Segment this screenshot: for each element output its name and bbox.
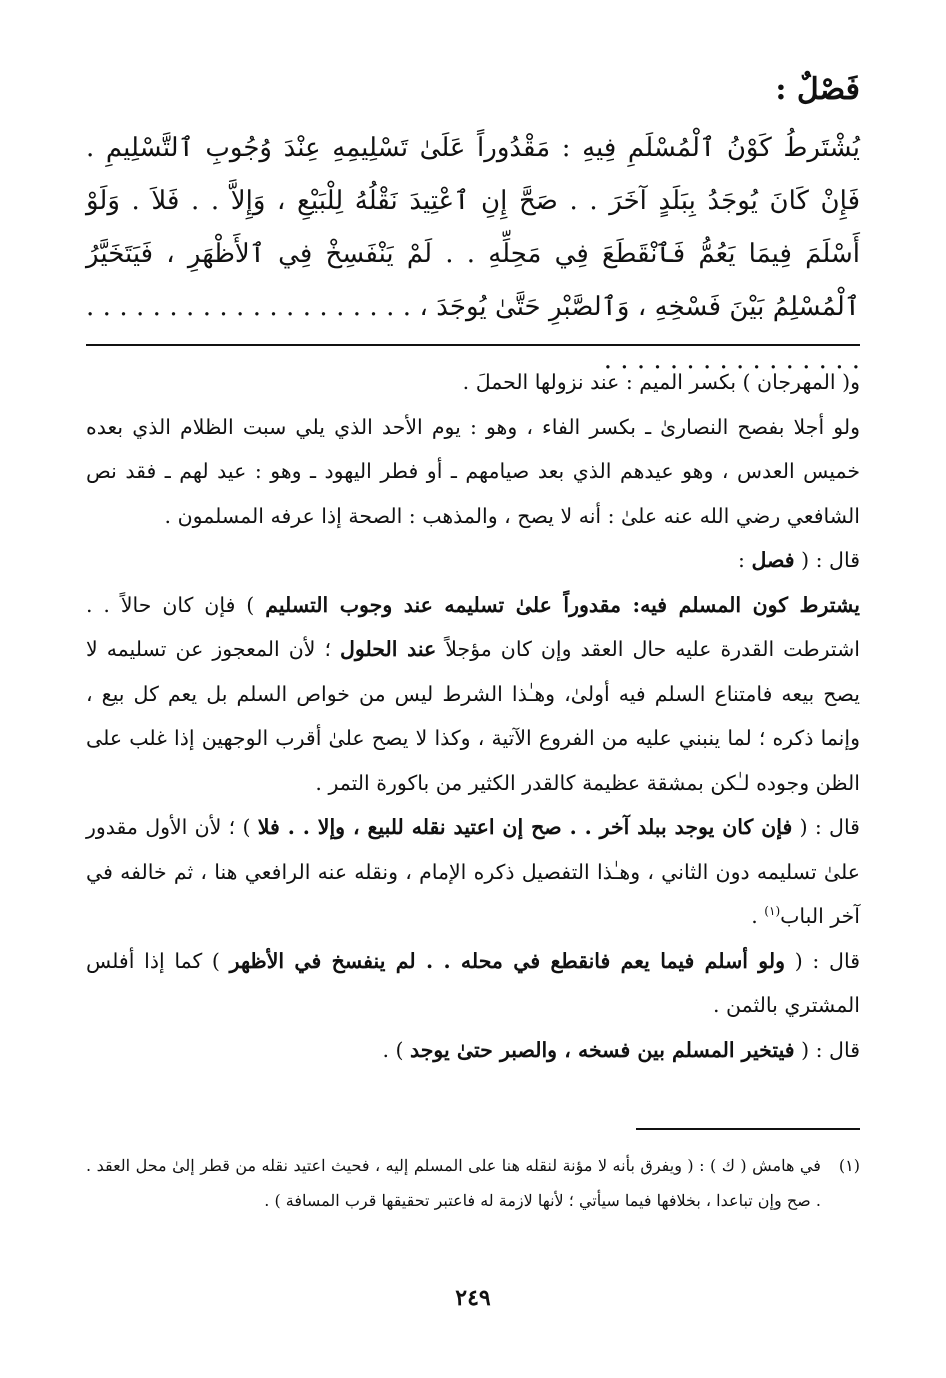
matn-body: يُشْتَرطُ كَوْنُ ٱلْمُسْلَمِ فِيهِ : مَقْدُوراً عَلَىٰ تَسْلِيمِهِ عِنْدَ وُجُوبِ ٱلتَّسْلِيمِ . فَإِنْ كَانَ يُوجَدُ بِبَلَدٍ آخَرَ . . صَحَّ إِنِ ٱعْتِيدَ نَقْلُهُ لِلْبَيْعِ ، وَإِلاَّ . . فَلاَ . وَلَوْ أَسْلَمَ فِيمَا يَعُمُّ فَٱنْقَطَعَ فِي مَحِلِّهِ . . لَمْ يَنْفَسِخْ فِي ٱلأَظْهَرِ ، فَيَتَخَيَّرُ ٱلْمُسْلِمُ بَيْنَ فَسْخِهِ ، وَٱلصَّبْرِ حَتَّىٰ يُوجَدَ ، <box>86 133 861 322</box>
quote-intro: قال : ( <box>794 548 860 572</box>
quote-intro: قال : ( <box>792 815 860 839</box>
commentary-continuation: ) فإن كان حالاً . . اشترطت القدرة عليه حال العقد وإن كان مؤجلاً <box>86 592 860 661</box>
footnote-separator <box>636 1128 860 1130</box>
footnote <box>86 1148 860 1218</box>
commentary-paragraph <box>86 939 860 1028</box>
commentary-paragraph: و( المهرجان ) بكسر الميم : عند نزولها الحملَ . <box>462 370 860 394</box>
commentary-paragraph <box>86 805 860 939</box>
commentary-text <box>86 360 860 1072</box>
quoted-matn: فيتخير المسلم بين فسخه ، والصبر حتىٰ يوجد <box>410 1037 795 1062</box>
quoted-matn: عند الحلول <box>340 637 437 661</box>
commentary-paragraph <box>86 1028 860 1073</box>
quoted-matn: يشترط كون المسلم فيه: مقدوراً علىٰ تسليمه عند وجوب التسليم <box>265 592 860 617</box>
page-number: ٢٤٩ <box>455 1285 491 1311</box>
footnote-reference[interactable]: (١) <box>764 904 781 919</box>
matn-dots: . . . . . . . . . . . . . . . . . . . . . . . . . . . . . . . . . . . . <box>86 292 860 375</box>
section-heading: فَصْلٌ : <box>775 72 860 107</box>
quoted-matn: فصل <box>751 548 795 572</box>
footnote-number: (١) <box>838 1156 860 1175</box>
commentary-continuation: ) كما إذا أفلس المشتري بالثمن . <box>86 948 860 1017</box>
commentary-continuation: ؛ لأن المعجوز عن تسليمه لا يصح بيعه فامتناع السلم فيه أولىٰ، وهـٰذا الشرط ليس من خواص السلم بل يعم كل بيع ، وإنما ذكره ؛ لما ينبني عليه من الفروع الآتية ، وكذا لا يصح علىٰ أقرب الوجهين إذا غلب على الظن وجوده لـٰكن بمشقة عظيمة كالقدر الكثير من باكورة التمر . <box>86 637 860 795</box>
matn-text <box>86 122 860 387</box>
separator-rule <box>86 344 860 346</box>
quote-intro: قال : ( <box>794 1037 860 1062</box>
quote-intro: قال : ( <box>785 948 860 973</box>
commentary-paragraph <box>86 583 860 806</box>
quoted-matn: فإن كان يوجد ببلد آخر . . صح إن اعتيد نقله للبيع ، وإلا . . فلا <box>257 815 793 839</box>
commentary-continuation: ) ؛ لأن الأول مقدور علىٰ تسليمه دون الثاني ، وهـٰذا التفصيل ذكره الإمام ، ونقله عنه الرافعي هنا ، ثم خالفه في آخر الباب <box>86 815 860 928</box>
commentary-paragraph <box>86 538 860 583</box>
commentary-continuation: : <box>738 548 752 572</box>
footnote-text: في هامش ( ك ) : ( ويفرق بأنه لا مؤنة لنقله هنا على المسلم إليه ، فحيث اعتيد نقله من قطر إلىٰ محل العقد . . صح وإن تباعدا ، بخلافها فيما سيأتي ؛ لأنها لازمة له فاعتبر تحقيقها قرب المسافة ) . <box>86 1156 821 1210</box>
commentary-paragraph: ولو أجلا بفصح النصارىٰ ـ بكسر الفاء ، وهو : يوم الأحد الذي يلي سبت الظلام الذي بعده خميس العدس ، وهو عيدهم الذي بعد صيامهم ـ أو فطر اليهود ـ وهو : عيد لهم ـ فقد نص الشافعي رضي الله عنه علىٰ : أنه لا يصح ، والمذهب : الصحة إذا عرفه المسلمون . <box>86 414 860 528</box>
commentary-continuation: ) . <box>382 1037 410 1062</box>
quoted-matn: ولو أسلم فيما يعم فانقطع في محله . . لم ينفسخ في الأظهر <box>229 948 786 973</box>
matn-paragraph <box>86 122 860 387</box>
commentary-continuation: . <box>751 904 765 928</box>
